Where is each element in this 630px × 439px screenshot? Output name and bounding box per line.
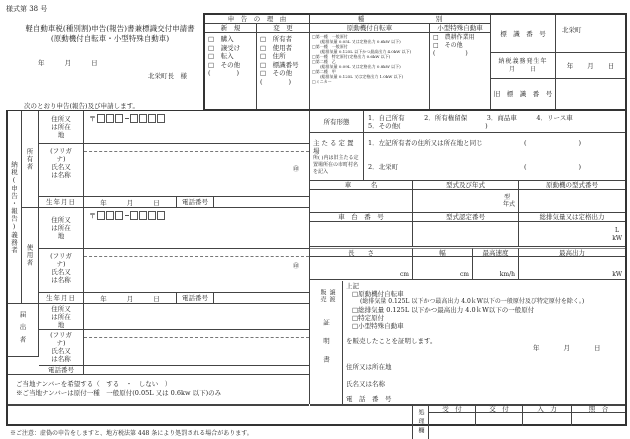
processing-input-cell[interactable] bbox=[523, 413, 572, 426]
owner-birth-field[interactable]: 年 月 日 bbox=[84, 197, 177, 208]
user-address-label: 住所又は所在地 bbox=[39, 208, 84, 249]
moped-type-list bbox=[310, 33, 430, 109]
displacement-label: 総排気量又は定格出力 bbox=[519, 213, 625, 222]
sale-cert-statement: を販売したことを証明します。 bbox=[346, 337, 437, 345]
postal-mark-icon: 〒 bbox=[89, 115, 96, 123]
storage-label: 主たる定置場 bbox=[313, 139, 356, 155]
reason-change-address[interactable]: □ 住所 bbox=[260, 52, 286, 60]
user-name-field[interactable] bbox=[84, 249, 309, 293]
storage-note: 所( )内は旧主たる定置場所在の市町村名を記入 bbox=[313, 155, 359, 175]
processing-issued-cell[interactable] bbox=[476, 413, 523, 426]
owner-address-label: 住所又は所在地 bbox=[39, 111, 84, 144]
sale-cert-above: 上記 bbox=[346, 282, 359, 290]
tax-date-label: 納税義務発生年 月 日 bbox=[491, 53, 556, 79]
reason-change-other[interactable]: □ その他 bbox=[260, 69, 293, 77]
taxpayer-side-label: 納税(申告・報告)義務者 bbox=[8, 111, 22, 304]
moped-header: 原動機付自転車 bbox=[310, 24, 430, 33]
storage-option-1[interactable]: 1．左記所有者の住所又は所在地と同じ bbox=[368, 139, 483, 147]
submitter-address-field[interactable] bbox=[84, 304, 309, 330]
chassis-number-label: 車 台 番 号 bbox=[310, 213, 413, 222]
reason-change-other-paren[interactable]: ( ) bbox=[260, 77, 292, 86]
application-date: 年 月 日 bbox=[38, 59, 98, 67]
user-address-field[interactable] bbox=[84, 208, 309, 249]
owner-label: 所有者 bbox=[22, 111, 39, 208]
user-phone-label: 電話番号 bbox=[177, 293, 214, 304]
owner-name-label: 氏名又は名称 bbox=[51, 163, 71, 179]
addressee: 北栄町長 様 bbox=[148, 72, 187, 80]
reason-new-header: 新 規 bbox=[205, 24, 257, 33]
reason-change-list bbox=[257, 33, 310, 109]
sale-cert-special-vehicle[interactable]: □小型特殊自動車 bbox=[352, 322, 404, 330]
width-label: 幅 bbox=[413, 248, 473, 257]
plate-number-value[interactable]: 北栄町 bbox=[556, 15, 625, 53]
storage-option-2[interactable]: 2．北栄町 bbox=[368, 163, 399, 171]
moped-type-5[interactable]: □第二種 甲 (総排気量 0.125L 又は定格出力 1.0kW 以下) bbox=[312, 69, 404, 79]
plate-number-label: 標 識 番 号 bbox=[491, 15, 556, 53]
tax-date-value[interactable]: 年 月 日 bbox=[556, 53, 625, 79]
sale-cert-moped[interactable]: □原動機付自転車 bbox=[352, 290, 404, 298]
storage-option-2-paren[interactable]: ( ) bbox=[524, 163, 582, 171]
moped-type-4[interactable]: □第二種 乙 (総排気量 0.09L 又は定格出力 0.8kW 以下) bbox=[312, 59, 401, 69]
vehicle-name-label: 車 名 bbox=[310, 181, 413, 190]
old-plate-label: 旧 標 識 番 号 bbox=[491, 79, 556, 109]
sale-cert-body bbox=[343, 281, 625, 404]
length-label: 長 さ bbox=[310, 248, 413, 257]
moped-type-minicar[interactable]: □ミニカー bbox=[312, 79, 332, 84]
special-type-farm[interactable]: □ 農耕作業用 bbox=[433, 34, 475, 41]
form-title bbox=[20, 24, 200, 44]
processing-received-cell[interactable] bbox=[429, 413, 476, 426]
sale-cert-side-label: 販売 譲渡 証明書 bbox=[310, 281, 343, 404]
form-title-line1: 軽自動車税(種別割)申告(報告)書兼標識交付申請書 bbox=[25, 24, 195, 33]
vehicle-name-field[interactable] bbox=[310, 190, 413, 213]
storage-option-1-paren[interactable]: ( ) bbox=[524, 139, 582, 147]
model-year-field[interactable]: 型 年式 bbox=[413, 190, 519, 213]
owner-phone-field[interactable] bbox=[214, 197, 309, 208]
user-name-label: 氏名又は名称 bbox=[51, 268, 71, 284]
processing-input-header: 入 力 bbox=[523, 405, 572, 413]
reason-new-other-paren[interactable]: ( ) bbox=[208, 69, 240, 77]
ownership-options-line2[interactable]: 5．その他( ) bbox=[368, 122, 488, 130]
type-header: 種 別 bbox=[310, 15, 491, 24]
submitter-address-label: 住所又は所在地 bbox=[39, 304, 84, 330]
owner-phone-label: 電話番号 bbox=[177, 197, 214, 208]
storage-options bbox=[364, 133, 625, 181]
owner-name-label-cell bbox=[39, 144, 84, 197]
ownership-options-line1[interactable]: 1．自己所有 2．所有権留保 3．商品車 4．リース車 bbox=[368, 114, 573, 122]
width-field[interactable]: cm bbox=[413, 257, 473, 280]
reason-header: 申 告 の 理 由 bbox=[205, 15, 310, 24]
sale-cert-date[interactable]: 年 月 日 bbox=[533, 344, 601, 352]
special-type-other[interactable]: □ その他 bbox=[433, 42, 463, 49]
old-plate-value[interactable] bbox=[556, 79, 625, 109]
submitter-name-field[interactable] bbox=[84, 330, 309, 366]
model-year-label: 型式及び年式 bbox=[413, 181, 519, 190]
user-label: 使用者 bbox=[22, 208, 39, 304]
reason-new-movein[interactable]: □ 転入 bbox=[208, 52, 234, 60]
local-plate-preference[interactable]: ご当地ナンバーを希望する（ する ・ しない ） bbox=[16, 380, 172, 388]
max-power-label: 最高出力 bbox=[519, 248, 625, 257]
reason-type-block bbox=[203, 13, 627, 111]
approval-number-field[interactable] bbox=[413, 222, 519, 247]
special-vehicle-header: 小型特殊自動車 bbox=[430, 24, 491, 33]
processing-verify-header: 照 合 bbox=[572, 405, 625, 413]
owner-furigana-label: (フリガナ) bbox=[50, 147, 72, 163]
submitter-phone-field[interactable] bbox=[84, 366, 309, 375]
moped-type-3[interactable]: □第一種 特定原付(定格出力 0.6kW 以下) bbox=[312, 54, 391, 59]
sale-cert-specific-moped[interactable]: □特定原付 bbox=[352, 314, 385, 322]
max-speed-label: 最高速度 bbox=[473, 248, 519, 257]
sale-cert-moped-note: (総排気量 0.125L 以下かつ最高出力 4.0ｋW以下の一般原付及び特定原付を除く。) bbox=[360, 298, 585, 305]
owner-birth-label: 生年月日 bbox=[39, 197, 84, 208]
user-birth-label: 生年月日 bbox=[39, 293, 84, 304]
approval-number-label: 型式認定番号 bbox=[413, 213, 519, 222]
ownership-options bbox=[364, 111, 625, 133]
user-seal-mark: ㊞ bbox=[292, 263, 299, 270]
moped-type-1[interactable]: □第一種 一般原付 (総排気量 0.05L 又は定格出力 0.6kW 以下) bbox=[312, 34, 401, 44]
storage-label-cell bbox=[310, 133, 364, 181]
submitter-side-label: 届出者 bbox=[8, 304, 39, 357]
owner-name-field[interactable] bbox=[84, 144, 309, 197]
processing-verify-cell[interactable] bbox=[572, 413, 625, 426]
length-field[interactable]: cm bbox=[310, 257, 413, 280]
engine-model-label: 原動機の型式番号 bbox=[519, 181, 625, 190]
special-type-list bbox=[430, 33, 491, 109]
submitter-furigana-label: (フリガナ) bbox=[50, 331, 72, 347]
ownership-label: 所有形態 bbox=[310, 111, 364, 133]
user-phone-field[interactable] bbox=[214, 293, 309, 304]
sale-cert-general-moped[interactable]: □総排気量 0.125L 以下かつ最高出力 4.0ｋW以下の一般原付 bbox=[352, 306, 535, 314]
reason-change-header: 変 更 bbox=[257, 24, 310, 33]
processing-issued-header: 交 付 bbox=[476, 405, 523, 413]
chassis-number-field[interactable] bbox=[310, 222, 413, 247]
form-title-line2: (原動機付自転車・小型特殊自動車) bbox=[50, 34, 170, 43]
owner-seal-mark: ㊞ bbox=[292, 166, 299, 173]
submitter-name-label-cell bbox=[39, 330, 84, 366]
special-type-paren[interactable]: ( ) bbox=[433, 50, 468, 57]
engine-model-field[interactable] bbox=[519, 190, 625, 213]
sale-cert-address-label: 住所又は所在地 bbox=[346, 363, 392, 371]
displacement-field[interactable]: L kW bbox=[519, 222, 625, 247]
submitter-phone-label: 電話番号 bbox=[39, 366, 84, 375]
local-plate-note: ※ご当地ナンバーは原付一種 一般原付(0.05L 又は 0.6kw 以下)のみ bbox=[16, 389, 222, 397]
reason-new-list bbox=[205, 33, 257, 109]
submitter-name-label: 氏名又は名称 bbox=[51, 347, 71, 363]
user-name-label-cell bbox=[39, 249, 84, 293]
owner-address-field[interactable] bbox=[84, 111, 309, 144]
reason-new-transfer[interactable]: □ 譲受け bbox=[208, 43, 241, 52]
sale-cert-name-label: 氏名又は名称 bbox=[346, 380, 385, 388]
user-birth-field[interactable]: 年 月 日 bbox=[84, 293, 177, 304]
processing-received-header: 受 付 bbox=[429, 405, 476, 413]
user-furigana-label: (フリガナ) bbox=[50, 252, 72, 268]
reason-change-owner[interactable]: □ 所有者 bbox=[260, 35, 293, 43]
sale-cert-phone-label: 電 話 番 号 bbox=[346, 395, 392, 403]
postal-mark-icon: 〒 bbox=[89, 212, 96, 220]
reason-new-other[interactable]: □ その他 bbox=[208, 60, 241, 69]
reason-new-purchase[interactable]: □ 購入 bbox=[208, 35, 234, 43]
intro-text: 次のとおり申告(報告)及び申請します。 bbox=[24, 102, 140, 110]
reason-change-user[interactable]: □ 使用者 bbox=[260, 43, 293, 52]
processing-label: 処理欄 bbox=[412, 405, 429, 439]
max-speed-field[interactable]: km/h bbox=[473, 257, 519, 280]
local-plate-section bbox=[16, 380, 306, 398]
reason-change-plate[interactable]: □ 標識番号 bbox=[260, 60, 299, 69]
footer-note: ※ご注意：虚偽の申告をしますと、地方税法第 448 条により処罰される場合があります。 bbox=[10, 430, 253, 437]
form-number: 様式第 38 号 bbox=[6, 5, 48, 13]
moped-type-2[interactable]: □第一種 一般原付 (総排気量 0.125L 以下かつ最高出力 4.0kW 以下) bbox=[312, 44, 412, 54]
max-power-field[interactable]: kW bbox=[519, 257, 625, 280]
